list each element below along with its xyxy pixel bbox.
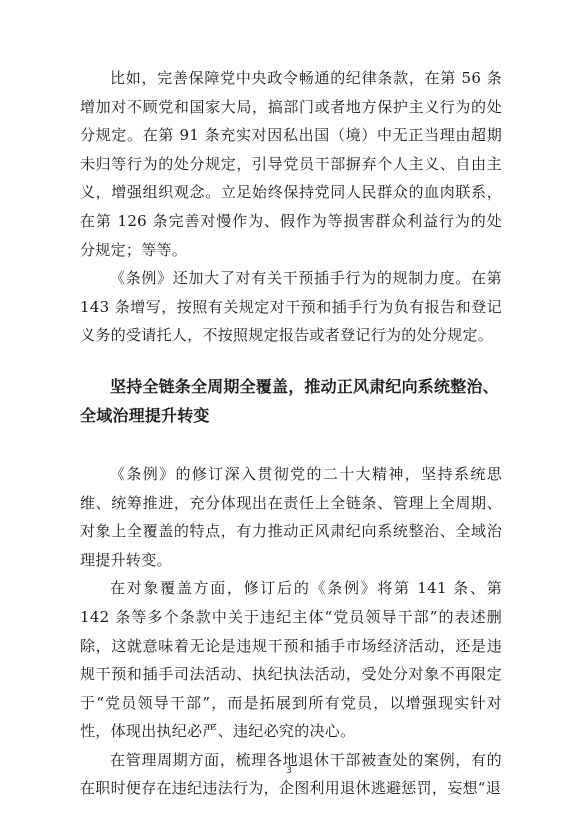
paragraph: 比如，完善保障党中央政令畅通的纪律条款，在第 56 条增加对不顾党和国家大局，搞部门或者地方保护主义行为的处分规定。在第 91 条充实对因私出国（境）中无正当理由超期未归等行为的处分规定，引导党员干部摒弃个人主义、自由主义，增强组织观念。立足始终保持党同人民群众的血肉联系，在第 126 条完善对慢作为、假作为等损害群众利益行为的处分规定；等等。 bbox=[80, 69, 502, 259]
paragraph: 在对象覆盖方面，修订后的《条例》将第 141 条、第 142 条等多个条款中关于违纪主体“党员领导干部”的表述删除，这就意味着无论是违规干预和插手市场经济活动，还是违规干预和插手司法活动、执纪执法活动，受处分对象不再限定于“党员领导干部”，而是拓展到所有党员，以增强现实针对性，体现出执纪必严、违纪必究的决心。 bbox=[80, 579, 502, 741]
page-number: 3 bbox=[286, 766, 292, 776]
paragraph: 在管理周期方面，梳理各地退休干部被查处的案例，有的在职时便存在违纪违法行为，企图利用退休逃避惩罚，妄想“退 bbox=[80, 750, 502, 798]
paragraph: 《条例》还加大了对有关干预插手行为的规制力度。在第 143 条增写，按照有关规定对干预和插手行为负有报告和登记义务的受请托人，不按照规定报告或者登记行为的处分规定。 bbox=[80, 269, 502, 345]
spacer bbox=[80, 450, 502, 460]
section-heading: 坚持全链条全周期全覆盖，推动正风肃纪向系统整治、全域治理提升转变 bbox=[80, 376, 499, 425]
document-body bbox=[80, 64, 502, 803]
paragraph: 《条例》的修订深入贯彻党的二十大精神，坚持系统思维、统筹推进，充分体现出在责任上全链条、管理上全周期、对象上全覆盖的特点，有力推动正风肃纪向系统整治、全域治理提升转变。 bbox=[80, 464, 502, 569]
